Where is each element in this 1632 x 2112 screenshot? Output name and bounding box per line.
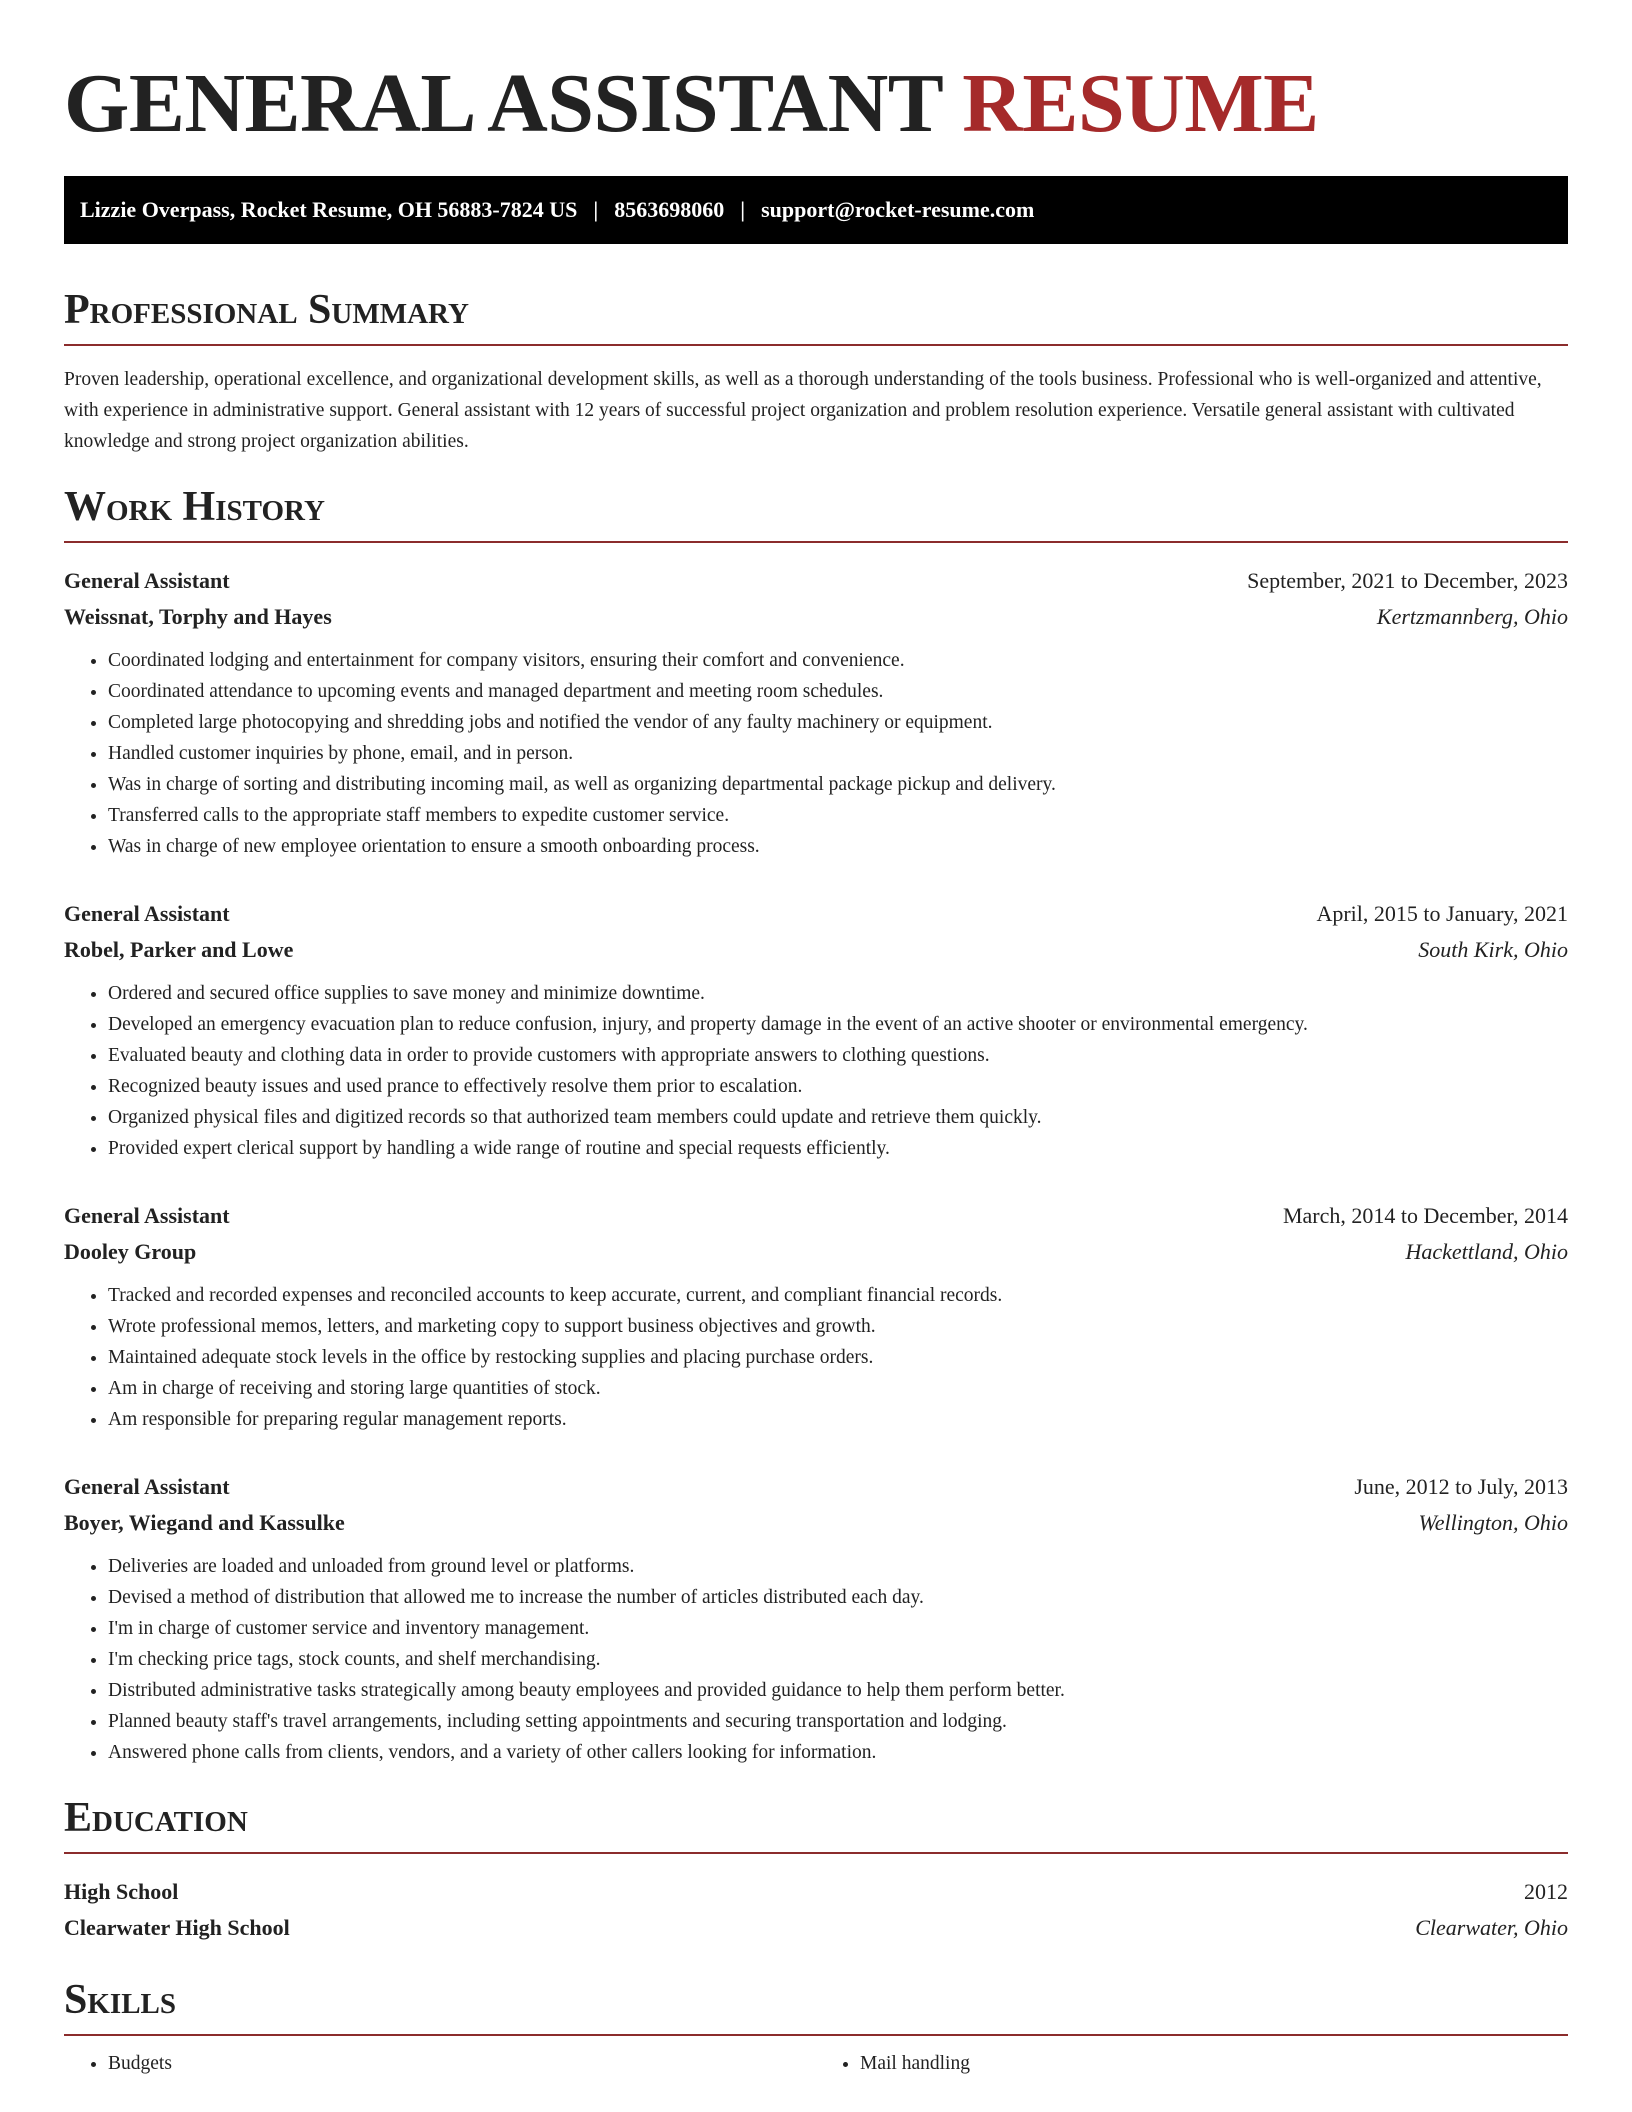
job-dates: June, 2012 to July, 2013 (1354, 1474, 1568, 1499)
education-school: Clearwater High School (64, 1915, 290, 1940)
job-bullet: • Am in charge of receiving and storing large quantities of stock. (108, 1373, 1568, 1404)
job-dates: September, 2021 to December, 2023 (1247, 568, 1568, 593)
job-company: Weissnat, Torphy and Hayes (64, 604, 332, 629)
job-company: Dooley Group (64, 1239, 197, 1264)
job-bullet: • Answered phone calls from clients, vendors, and a variety of other callers looking for information. (108, 1737, 1568, 1768)
job-company-row (64, 932, 1568, 968)
section-title-education: Education (64, 1795, 248, 1841)
job-company: Robel, Parker and Lowe (64, 937, 294, 962)
job-bullet: • Maintained adequate stock levels in the office by restocking supplies and placing purchase orders. (108, 1342, 1568, 1373)
job-company-row (64, 1505, 1568, 1541)
job-bullets (64, 1551, 1568, 1768)
job-bullet: • I'm in charge of customer service and inventory management. (108, 1613, 1568, 1644)
job-bullet: • Planned beauty staff's travel arrangements, including setting appointments and securing transportation and lodging. (108, 1706, 1568, 1737)
skill-item: • Budgets (108, 2048, 816, 2079)
professional-summary-section (64, 284, 1568, 457)
work-history-section (64, 481, 1568, 1768)
job-bullet: • Transferred calls to the appropriate staff members to expedite customer service. (108, 800, 1568, 831)
job-bullet: • Ordered and secured office supplies to save money and minimize downtime. (108, 978, 1568, 1009)
job-company-row (64, 599, 1568, 635)
job-bullet: • Tracked and recorded expenses and reconciled accounts to keep accurate, current, and compliant financial records. (108, 1280, 1568, 1311)
job-entry (64, 896, 1568, 1164)
contact-phone: 8563698060 (614, 197, 725, 222)
job-title: General Assistant (64, 1474, 230, 1499)
job-bullet: • Was in charge of sorting and distributing incoming mail, as well as organizing departmental package pickup and delivery. (108, 769, 1568, 800)
job-bullet: • Handled customer inquiries by phone, email, and in person. (108, 738, 1568, 769)
job-bullet: • Provided expert clerical support by handling a wide range of routine and special requests efficiently. (108, 1133, 1568, 1164)
resume-title-accent: RESUME (962, 57, 1319, 150)
job-bullets (64, 978, 1568, 1164)
education-year: 2012 (1524, 1879, 1568, 1904)
contact-separator: | (740, 197, 746, 222)
resume-title-main: GENERAL ASSISTANT (64, 57, 942, 150)
job-bullet: • I'm checking price tags, stock counts, and shelf merchandising. (108, 1644, 1568, 1675)
job-bullet: • Was in charge of new employee orientation to ensure a smooth onboarding process. (108, 831, 1568, 862)
job-location: South Kirk, Ohio (1418, 937, 1568, 962)
job-header-row (64, 1469, 1568, 1505)
job-location: Hackettland, Ohio (1405, 1239, 1568, 1264)
education-section (64, 1792, 1568, 1946)
section-divider (64, 1852, 1568, 1854)
education-header-row (64, 1874, 1568, 1910)
contact-separator: | (593, 197, 599, 222)
contact-address: Lizzie Overpass, Rocket Resume, OH 56883-7824 US (80, 197, 578, 222)
job-header-row (64, 563, 1568, 599)
skills-section (64, 1974, 1568, 2079)
job-bullet: • Coordinated lodging and entertainment for company visitors, ensuring their comfort and convenience. (108, 645, 1568, 676)
job-bullet: • Devised a method of distribution that allowed me to increase the number of articles distributed each day. (108, 1582, 1568, 1613)
education-entry (64, 1874, 1568, 1946)
job-bullets (64, 1280, 1568, 1435)
job-bullets (64, 645, 1568, 862)
job-location: Wellington, Ohio (1418, 1510, 1568, 1535)
job-header-row (64, 896, 1568, 932)
job-bullet: • Evaluated beauty and clothing data in order to provide customers with appropriate answers to clothing questions. (108, 1040, 1568, 1071)
section-title-skills: Skills (64, 1977, 177, 2023)
job-bullet: • Am responsible for preparing regular management reports. (108, 1404, 1568, 1435)
job-bullet: • Coordinated attendance to upcoming events and managed department and meeting room schedules. (108, 676, 1568, 707)
job-title: General Assistant (64, 568, 230, 593)
job-entry (64, 563, 1568, 862)
section-divider (64, 541, 1568, 543)
education-school-row (64, 1910, 1568, 1946)
job-entry (64, 1198, 1568, 1435)
job-company-row (64, 1234, 1568, 1270)
skill-item: • Mail handling (860, 2048, 1568, 2079)
resume-title (64, 56, 1568, 152)
section-title-work: Work History (64, 484, 325, 530)
job-bullet: • Deliveries are loaded and unloaded from ground level or platforms. (108, 1551, 1568, 1582)
section-divider (64, 2034, 1568, 2036)
job-location: Kertzmannberg, Ohio (1376, 604, 1568, 629)
job-dates: March, 2014 to December, 2014 (1282, 1203, 1568, 1228)
summary-text: Proven leadership, operational excellence, and organizational development skills, as well as a thorough understanding of the tools business. Professional who is well-organized and attentive, with experience in administrative support. General assistant with 12 years of successful project organization and problem resolution experience. Versatile general assistant with cultivated knowledge and strong project organization abilities. (64, 369, 1542, 452)
job-header-row (64, 1198, 1568, 1234)
contact-bar (64, 176, 1568, 244)
contact-email: support@rocket-resume.com (761, 197, 1035, 222)
job-bullet: • Distributed administrative tasks strategically among beauty employees and provided guidance to help them perform better. (108, 1675, 1568, 1706)
job-bullet: • Developed an emergency evacuation plan to reduce confusion, injury, and property damage in the event of an active shooter or environmental emergency. (108, 1009, 1568, 1040)
job-bullet: • Wrote professional memos, letters, and marketing copy to support business objectives and growth. (108, 1311, 1568, 1342)
education-degree: High School (64, 1879, 179, 1904)
skills-list (64, 2048, 1568, 2079)
job-title: General Assistant (64, 901, 230, 926)
section-title-summary: Professional Summary (64, 287, 469, 333)
job-bullet: • Organized physical files and digitized records so that authorized team members could update and retrieve them quickly. (108, 1102, 1568, 1133)
job-company: Boyer, Wiegand and Kassulke (64, 1510, 345, 1535)
job-bullet: • Recognized beauty issues and used prance to effectively resolve them prior to escalation. (108, 1071, 1568, 1102)
job-dates: April, 2015 to January, 2021 (1316, 901, 1568, 926)
job-bullet: • Completed large photocopying and shredding jobs and notified the vendor of any faulty machinery or equipment. (108, 707, 1568, 738)
education-location: Clearwater, Ohio (1415, 1915, 1568, 1940)
job-entry (64, 1469, 1568, 1768)
skills-column-right (816, 2048, 1568, 2079)
skills-column-left (64, 2048, 816, 2079)
job-title: General Assistant (64, 1203, 230, 1228)
section-divider (64, 344, 1568, 346)
